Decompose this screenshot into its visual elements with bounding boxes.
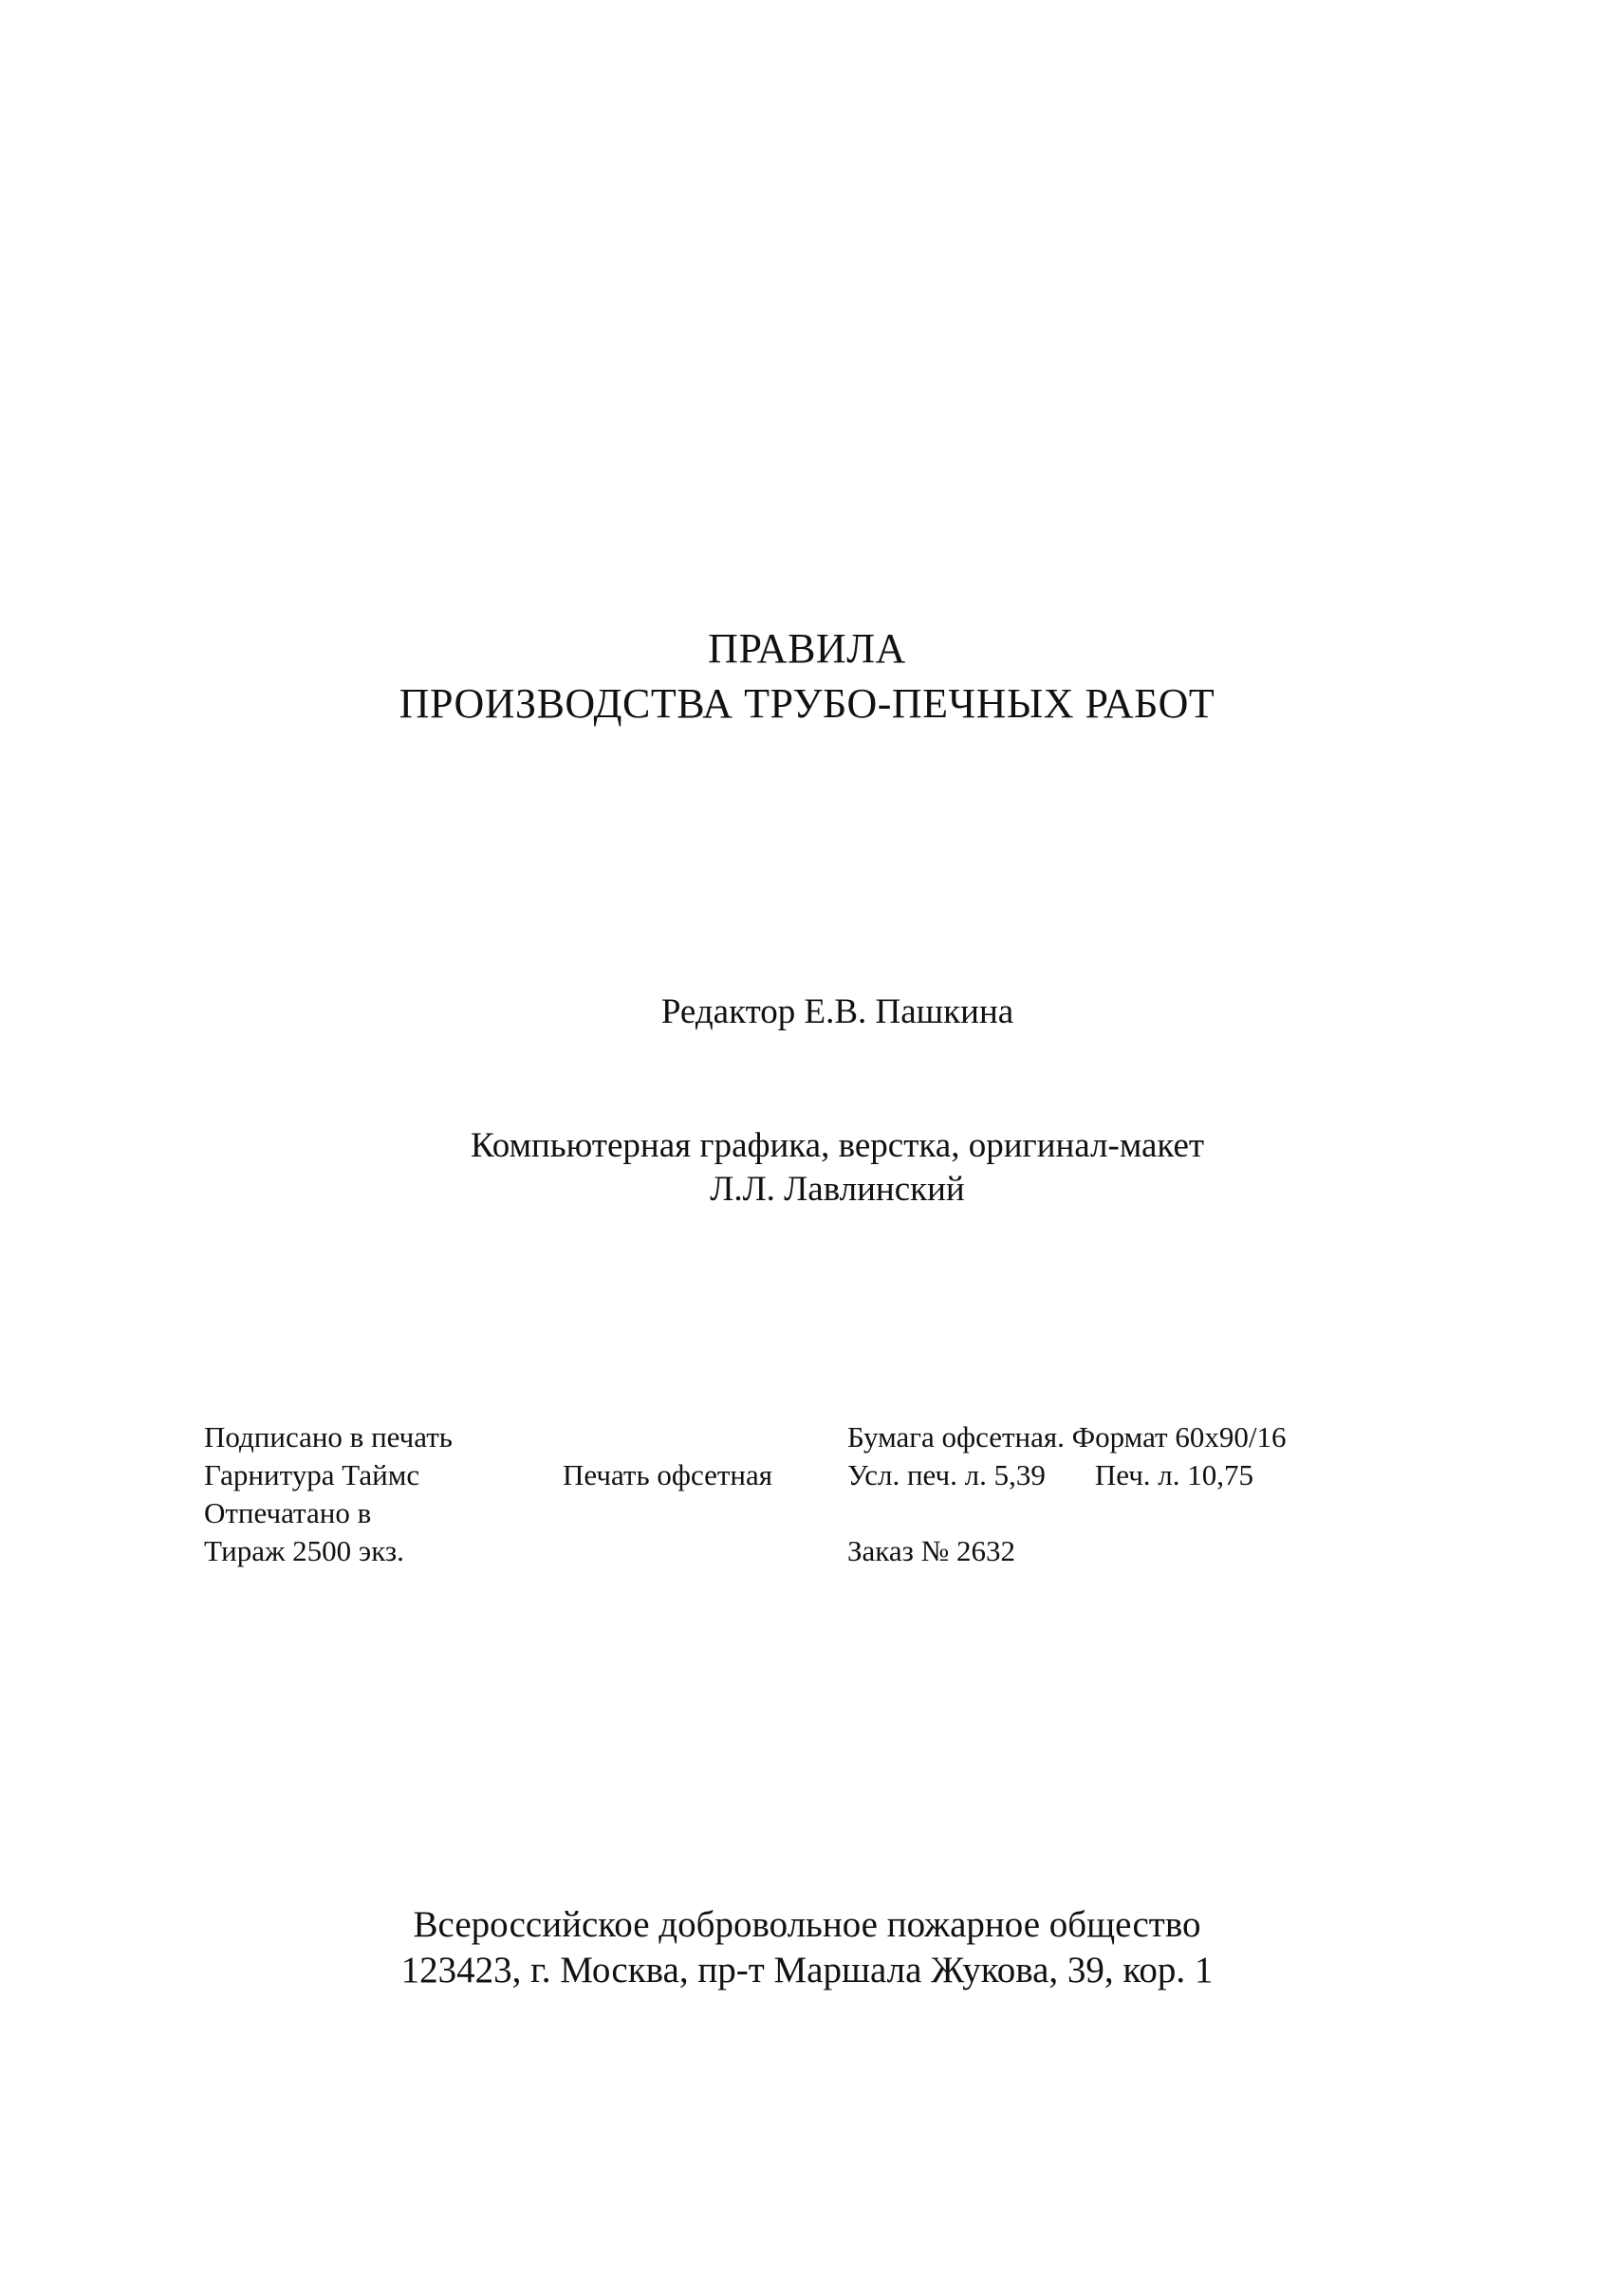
- imprint-print-method: Печать офсетная: [563, 1458, 772, 1491]
- imprint-column-1: [204, 1418, 453, 1570]
- imprint-printed-at: Отпечатано в: [204, 1496, 372, 1529]
- publisher-name: Всероссийское добровольное пожарное общество: [413, 1904, 1201, 1945]
- layout-credit-name: Л.Л. Лавлинский: [710, 1170, 965, 1209]
- layout-credit-role: Компьютерная графика, верстка, оригинал-макет: [470, 1126, 1205, 1165]
- imprint-conventional-sheets: Усл. печ. л. 5,39: [847, 1458, 1046, 1491]
- imprint-typeface: Гарнитура Таймс: [204, 1458, 420, 1491]
- imprint-paper-format: Бумага офсетная. Формат 60х90/16: [847, 1420, 1287, 1454]
- editor-credit: Редактор Е.В. Пашкина: [660, 992, 1014, 1031]
- title-line-1: ПРАВИЛА: [708, 625, 906, 672]
- imprint-col2-blank: [563, 1418, 772, 1456]
- layout-credit: [0, 1124, 1614, 1212]
- imprint-print-run: Тираж 2500 экз.: [204, 1534, 404, 1567]
- imprint-printed-sheets: Печ. л. 10,75: [1094, 1458, 1254, 1491]
- imprint-order-number: Заказ № 2632: [847, 1534, 1015, 1567]
- imprint-col3-blank: [847, 1494, 1286, 1532]
- imprint-column-2: [563, 1418, 772, 1494]
- publisher-address: 123423, г. Москва, пр-т Маршала Жукова, 39, кор. 1: [400, 1950, 1214, 1990]
- imprint-signed-to-print: Подписано в печать: [204, 1420, 453, 1454]
- document-title: [0, 621, 1614, 731]
- title-line-2: ПРОИЗВОДСТВА ТРУБО-ПЕЧНЫХ РАБОТ: [399, 680, 1215, 727]
- publisher-block: [0, 1902, 1614, 1993]
- imprint-sheets: [847, 1456, 1286, 1494]
- imprint-column-3: [847, 1418, 1286, 1570]
